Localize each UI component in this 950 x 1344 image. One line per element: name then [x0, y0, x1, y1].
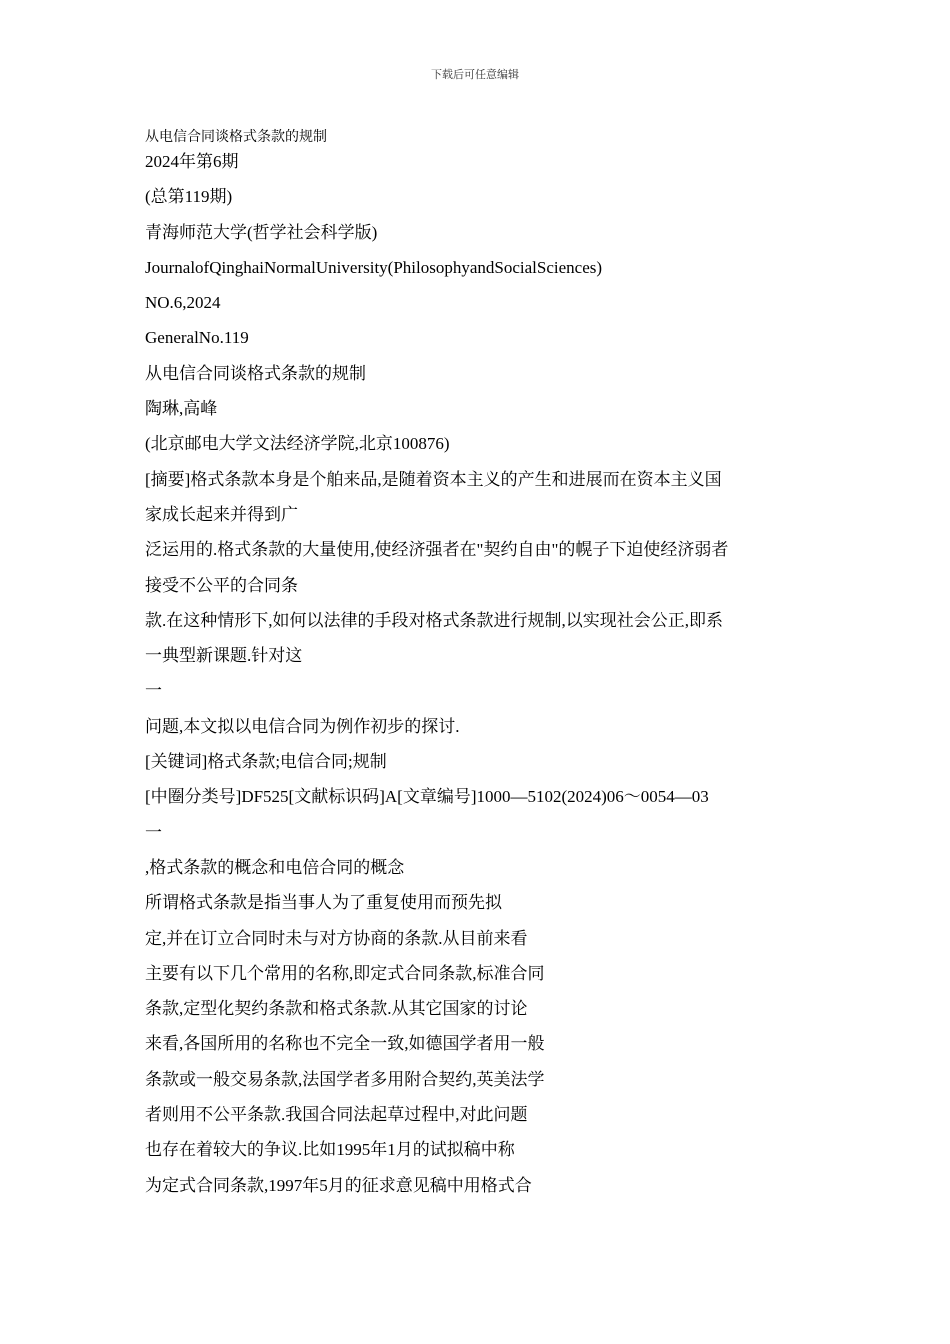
text-line: 2024年第6期	[145, 152, 239, 171]
text-line: 所谓格式条款是指当事人为了重复使用而预先拟	[145, 893, 502, 913]
document-heading: 从电信合同谈格式条款的规制	[145, 129, 327, 145]
text-line: [关键词]格式条款;电信合同;规制	[145, 752, 387, 772]
text-line: 从电信合同谈格式条款的规制	[145, 363, 366, 383]
text-line: NO.6,2024	[145, 293, 221, 313]
text-line: 一	[145, 822, 162, 842]
text-line: 青海师范大学(哲学社会科学版)	[145, 222, 378, 242]
text-line: [摘要]格式条款本身是个舶来品,是随着资本主义的产生和进展而在资本主义国	[145, 469, 722, 489]
text-line: 者则用不公平条款.我国合同法起草过程中,对此问题	[145, 1105, 528, 1125]
text-line: 条款,定型化契约条款和格式条款.从其它国家的讨论	[145, 999, 528, 1019]
text-line: 一	[145, 681, 162, 701]
text-line: 一典型新课题.针对这	[145, 646, 303, 666]
text-line: ,格式条款的概念和电倍合同的概念	[145, 857, 405, 877]
text-line: 问题,本文拟以电信合同为例作初步的探讨.	[145, 716, 460, 736]
document-body	[145, 148, 810, 1207]
text-line: 接受不公平的合同条	[145, 575, 298, 595]
text-line: GeneralNo.119	[145, 328, 249, 348]
text-line: 定,并在订立合同时未与对方协商的条款.从目前来看	[145, 928, 528, 948]
text-line: (总第119期)	[145, 187, 233, 207]
header-note: 下载后可任意编辑	[431, 68, 519, 81]
text-line: 条款或一般交易条款,法国学者多用附合契约,英美法学	[145, 1069, 545, 1089]
text-line: 家成长起来并得到广	[145, 504, 298, 524]
text-line: (北京邮电大学文法经济学院,北京100876)	[145, 434, 450, 454]
text-line: 主要有以下几个常用的名称,即定式合同条款,标准合同	[145, 963, 545, 983]
text-line: [中圈分类号]DF525[文献标识码]A[文章编号]1000—5102(2024)06～0054—03	[145, 787, 709, 807]
text-line: 款.在这种情形下,如何以法律的手段对格式条款进行规制,以实现社会公正,即系	[145, 610, 723, 630]
text-line: 泛运用的.格式条款的大量使用,使经济强者在"契约自由"的幌子下迫使经济弱者	[145, 540, 729, 560]
text-line: 为定式合同条款,1997年5月的征求意见稿中用格式合	[145, 1175, 532, 1195]
text-line: 来看,各国所用的名称也不完全一致,如德国学者用一般	[145, 1034, 545, 1054]
text-line: 也存在着较大的争议.比如1995年1月的试拟稿中称	[145, 1140, 515, 1160]
text-line: JournalofQinghaiNormalUniversity(PhilosophyandSocialSciences)	[145, 257, 603, 277]
text-line: 陶琳,高峰	[145, 399, 218, 419]
